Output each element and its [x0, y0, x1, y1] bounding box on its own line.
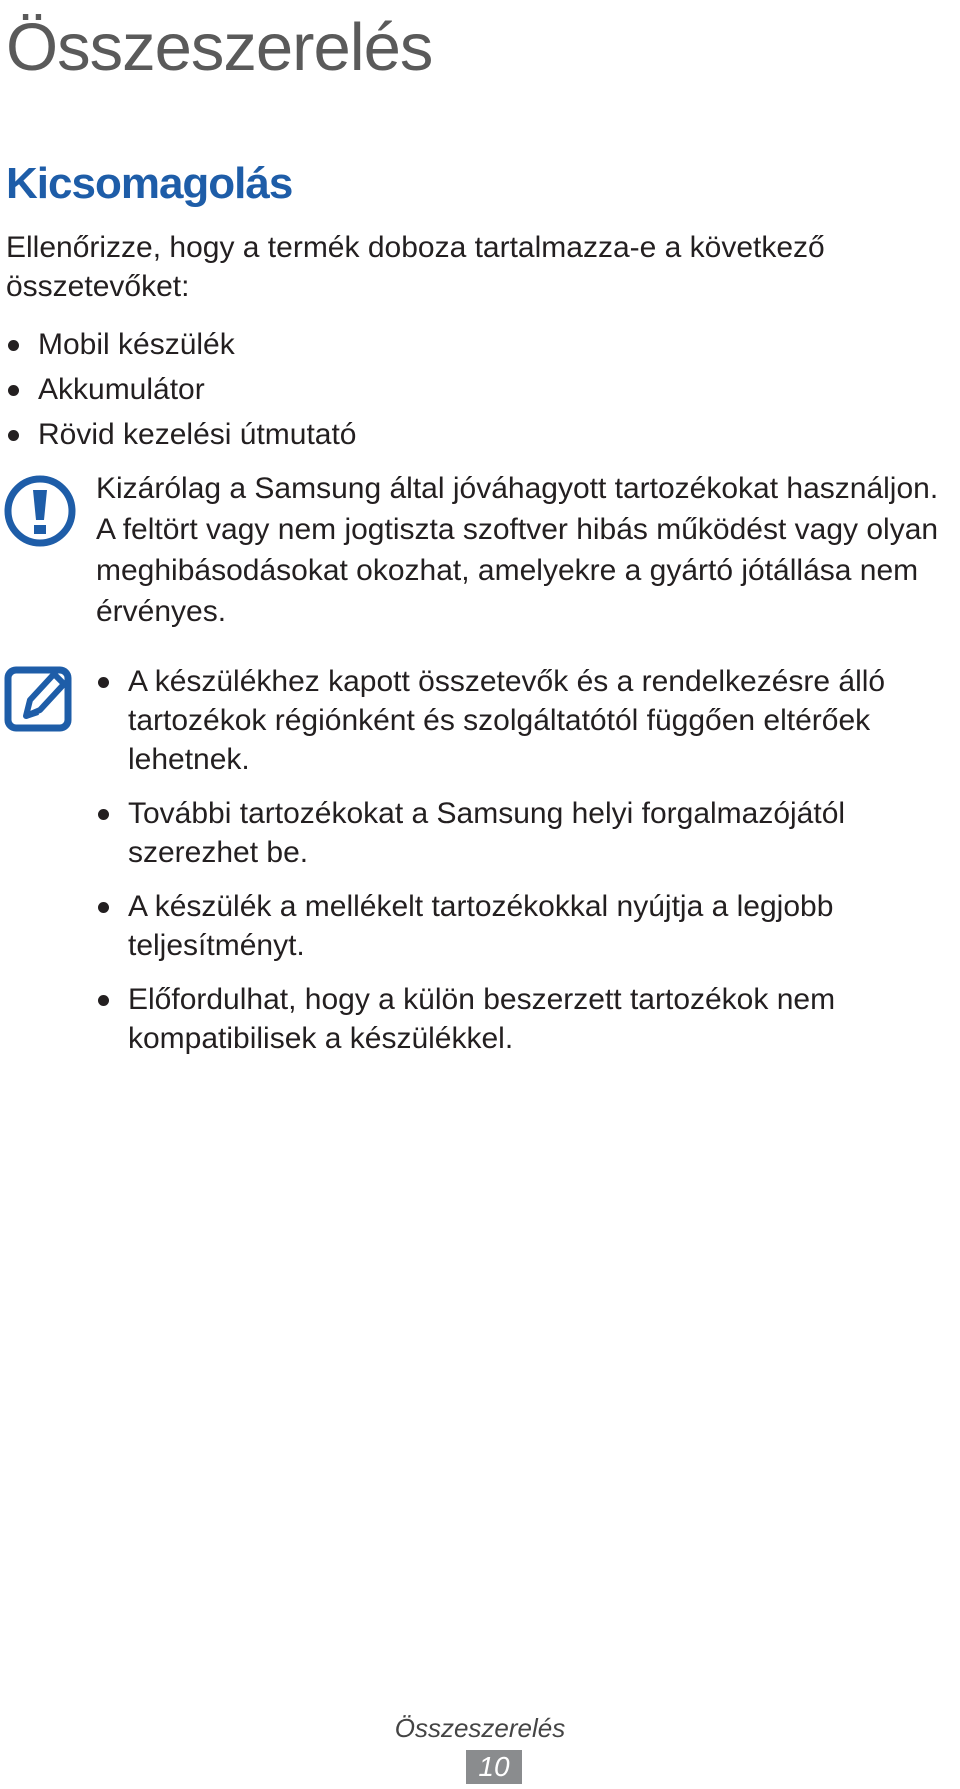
note-list [96, 662, 956, 1073]
page-number: 10 [466, 1750, 522, 1784]
package-contents-list [6, 322, 357, 457]
list-item: Rövid kezelési útmutató [6, 412, 357, 457]
intro-text: Ellenőrizze, hogy a termék doboza tartalmazza-e a következő összetevőket: [6, 231, 825, 303]
list-item: A készülék a mellékelt tartozékokkal nyújtja a legjobb teljesítményt. [96, 887, 956, 965]
footer-section-label: Összeszerelés [394, 1713, 566, 1743]
list-item: Előfordulhat, hogy a külön beszerzett tartozékok nem kompatibilisek a készülékkel. [96, 980, 956, 1058]
list-item: A készülékhez kapott összetevők és a rendelkezésre álló tartozékok régiónként és szolgáltatótól függően eltérőek lehetnek. [96, 662, 956, 779]
page-title: Összeszerelés [6, 10, 433, 85]
list-item: Akkumulátor [6, 367, 357, 412]
warning-text: Kizárólag a Samsung által jóváhagyott tartozékokat használjon. A feltört vagy nem jogtiszta szoftver hibás működést vagy olyan meghibásodásokat okozhat, amelyekre a gyártó jótállása nem érvényes. [96, 472, 939, 628]
list-item: További tartozékokat a Samsung helyi forgalmazójától szerezhet be. [96, 794, 956, 872]
list-item: Mobil készülék [6, 322, 357, 367]
section-title: Kicsomagolás [6, 159, 293, 208]
exclamation-icon [4, 475, 76, 547]
note-pencil-icon [4, 664, 74, 734]
